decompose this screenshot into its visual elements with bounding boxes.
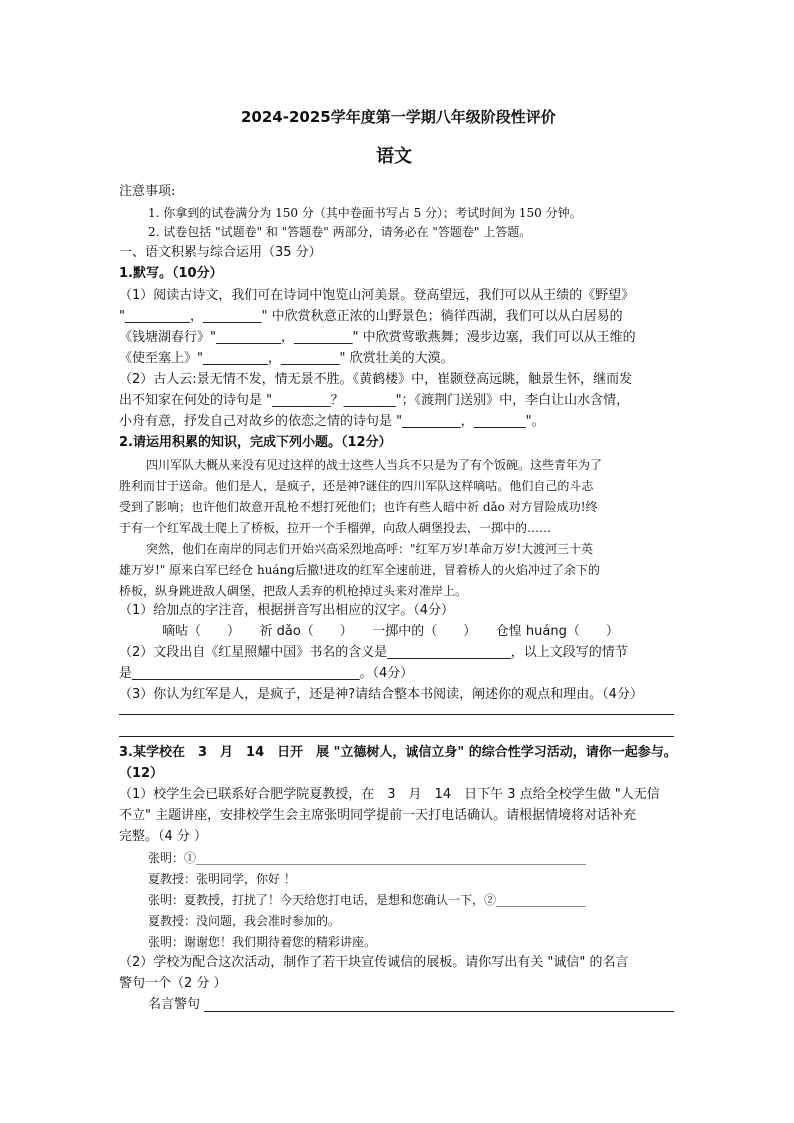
- q1-line: 《钱塘湖春行》"__________，_________" 中欣赏莺歌燕舞；漫步边塞，我们可以从王维的: [119, 330, 636, 345]
- passage-line: 胜利而甘于送命。他们是人，是疯子，还是神?谜住的四川军队这样嘀咕。他们自己的斗志: [119, 479, 594, 493]
- dialog-line: 张明：①_________________________________________________________________: [148, 851, 587, 865]
- q1-line: （1）阅读古诗文，我们可在诗词中饱览山河美景。登高望远，我们可以从王绩的《野望》: [119, 288, 635, 303]
- motto-answer-line[interactable]: [204, 1011, 674, 1012]
- dialog-line: 张明：夏教授，打扰了！今天给您打电话，是想和您确认一下，②_______________: [148, 893, 587, 907]
- exam-title: 2024-2025学年度第一学期八年级阶段性评价: [241, 108, 556, 126]
- answer-line[interactable]: [119, 736, 674, 737]
- q3-sub1-line: （1）校学生会已联系好合肥学院夏教授，在 3 月 14 日下午 3 点给全校学生做 "人无信: [119, 787, 660, 802]
- question-3-title: 3.某学校在 3 月 14 日开 展 "立德树人，诚信立身" 的综合性学习活动，请你一起参与。: [119, 745, 677, 760]
- notice-heading: 注意事项:: [119, 184, 176, 199]
- q2-sub2-line1: （2）文段出自《红星照耀中国》书名的含义是___________________，以上文段写的情节: [119, 645, 628, 660]
- dialog-line: 夏教授：张明同学，你好 ！: [148, 872, 296, 886]
- question-1-title: 1.默写。（10分）: [119, 266, 223, 281]
- q3-sub1-line: 完整。（4 分 ）: [119, 829, 208, 844]
- dialog-line: 张明：谢谢您！我们期待着您的精彩讲座。: [148, 935, 377, 949]
- q2-sub3: （3）你认为红军是人，是疯子，还是神?请结合整本书阅读，阐述你的观点和理由。（4分）: [119, 687, 643, 702]
- passage-line: 于有一个红军战士爬上了桥板，拉开一个手榴弹，向敌人碉堡投去，一掷中的……: [119, 521, 552, 535]
- section-1-heading: 一、语文积累与综合运用（35 分）: [119, 245, 322, 260]
- notice-item-1: 1. 你拿到的试卷满分为 150 分（其中卷面书写占 5 分）；考试时间为 150 分钟。: [148, 206, 582, 220]
- q1-line: 《使至塞上》"__________，_________" 欣赏壮美的大漠。: [119, 351, 454, 366]
- question-2-title: 2.请运用积累的知识，完成下列小题。（12分）: [119, 435, 392, 450]
- q3-sub2-line: （2）学校为配合这次活动，制作了若干块宣传诚信的展板。请你写出有关 "诚信" 的名言: [119, 955, 629, 970]
- answer-line[interactable]: [119, 714, 674, 715]
- q1-line: 出不知家在何处的诗句是 "_________？________"；《渡荆门送别》中，李白让山水含情，: [119, 393, 630, 408]
- passage-line: 桥板，纵身跳进敌人碉堡，把敌人丢弃的机枪掉过头来对准岸上。: [119, 584, 468, 598]
- q2-sub1: （1）给加点的字注音，根据拼音写出相应的汉字。（4分）: [119, 603, 455, 618]
- q2-pinyin-blanks: 嘀咕（ ） 祈 dǎo（ ） 一掷中的（ ） 仓惶 huáng（ ）: [162, 624, 619, 639]
- passage-line: 突然，他们在南岸的同志们开始兴高采烈地高呼："红军万岁!革命万岁!大渡河三十英: [146, 542, 594, 556]
- dialog-line: 夏教授：没问题，我会准时参加的。: [148, 914, 341, 928]
- notice-item-2: 2. 试卷包括 "试题卷" 和 "答题卷" 两部分，请务必在 "答题卷" 上答题。: [148, 225, 532, 239]
- question-3-points: （12）: [119, 766, 164, 781]
- q1-line: （2）古人云:景无情不发，情无景不胜。《黄鹤楼》中，崔颢登高远眺，触景生怀，继而发: [119, 372, 633, 387]
- q3-sub1-line: 不立" 主题讲座，安排校学生会主席张明同学提前一天打电话确认。请根据情境将对话补充: [119, 808, 637, 823]
- q1-line: "__________，_________" 中欣赏秋意正浓的山野景色；徜徉西湖，我们可以从白居易的: [119, 309, 623, 324]
- motto-label: 名言警句: [148, 997, 201, 1012]
- subject-title: 语文: [376, 146, 412, 167]
- q3-sub2-line: 警句一个（2 分 ）: [119, 976, 227, 991]
- q1-line: 小舟有意，抒发自己对故乡的依恋之情的诗句是 "_________，________"。: [119, 414, 545, 429]
- passage-line: 四川军队大概从来没有见过这样的战士这些人当兵不只是为了有个饭碗。这些青年为了: [146, 458, 603, 472]
- q2-sub2-line2: 是___________________________________。（4分）: [119, 666, 414, 681]
- passage-line: 受到了影响；也许他们故意开乱枪不想打死他们；也许有些人暗中祈 dǎo 对方冒险成功!终: [119, 500, 598, 514]
- passage-line: 雄万岁!" 原来白军已经仓 huáng后撤!进攻的红军全速前进，冒着桥人的火焰冲过了余下的: [119, 563, 600, 577]
